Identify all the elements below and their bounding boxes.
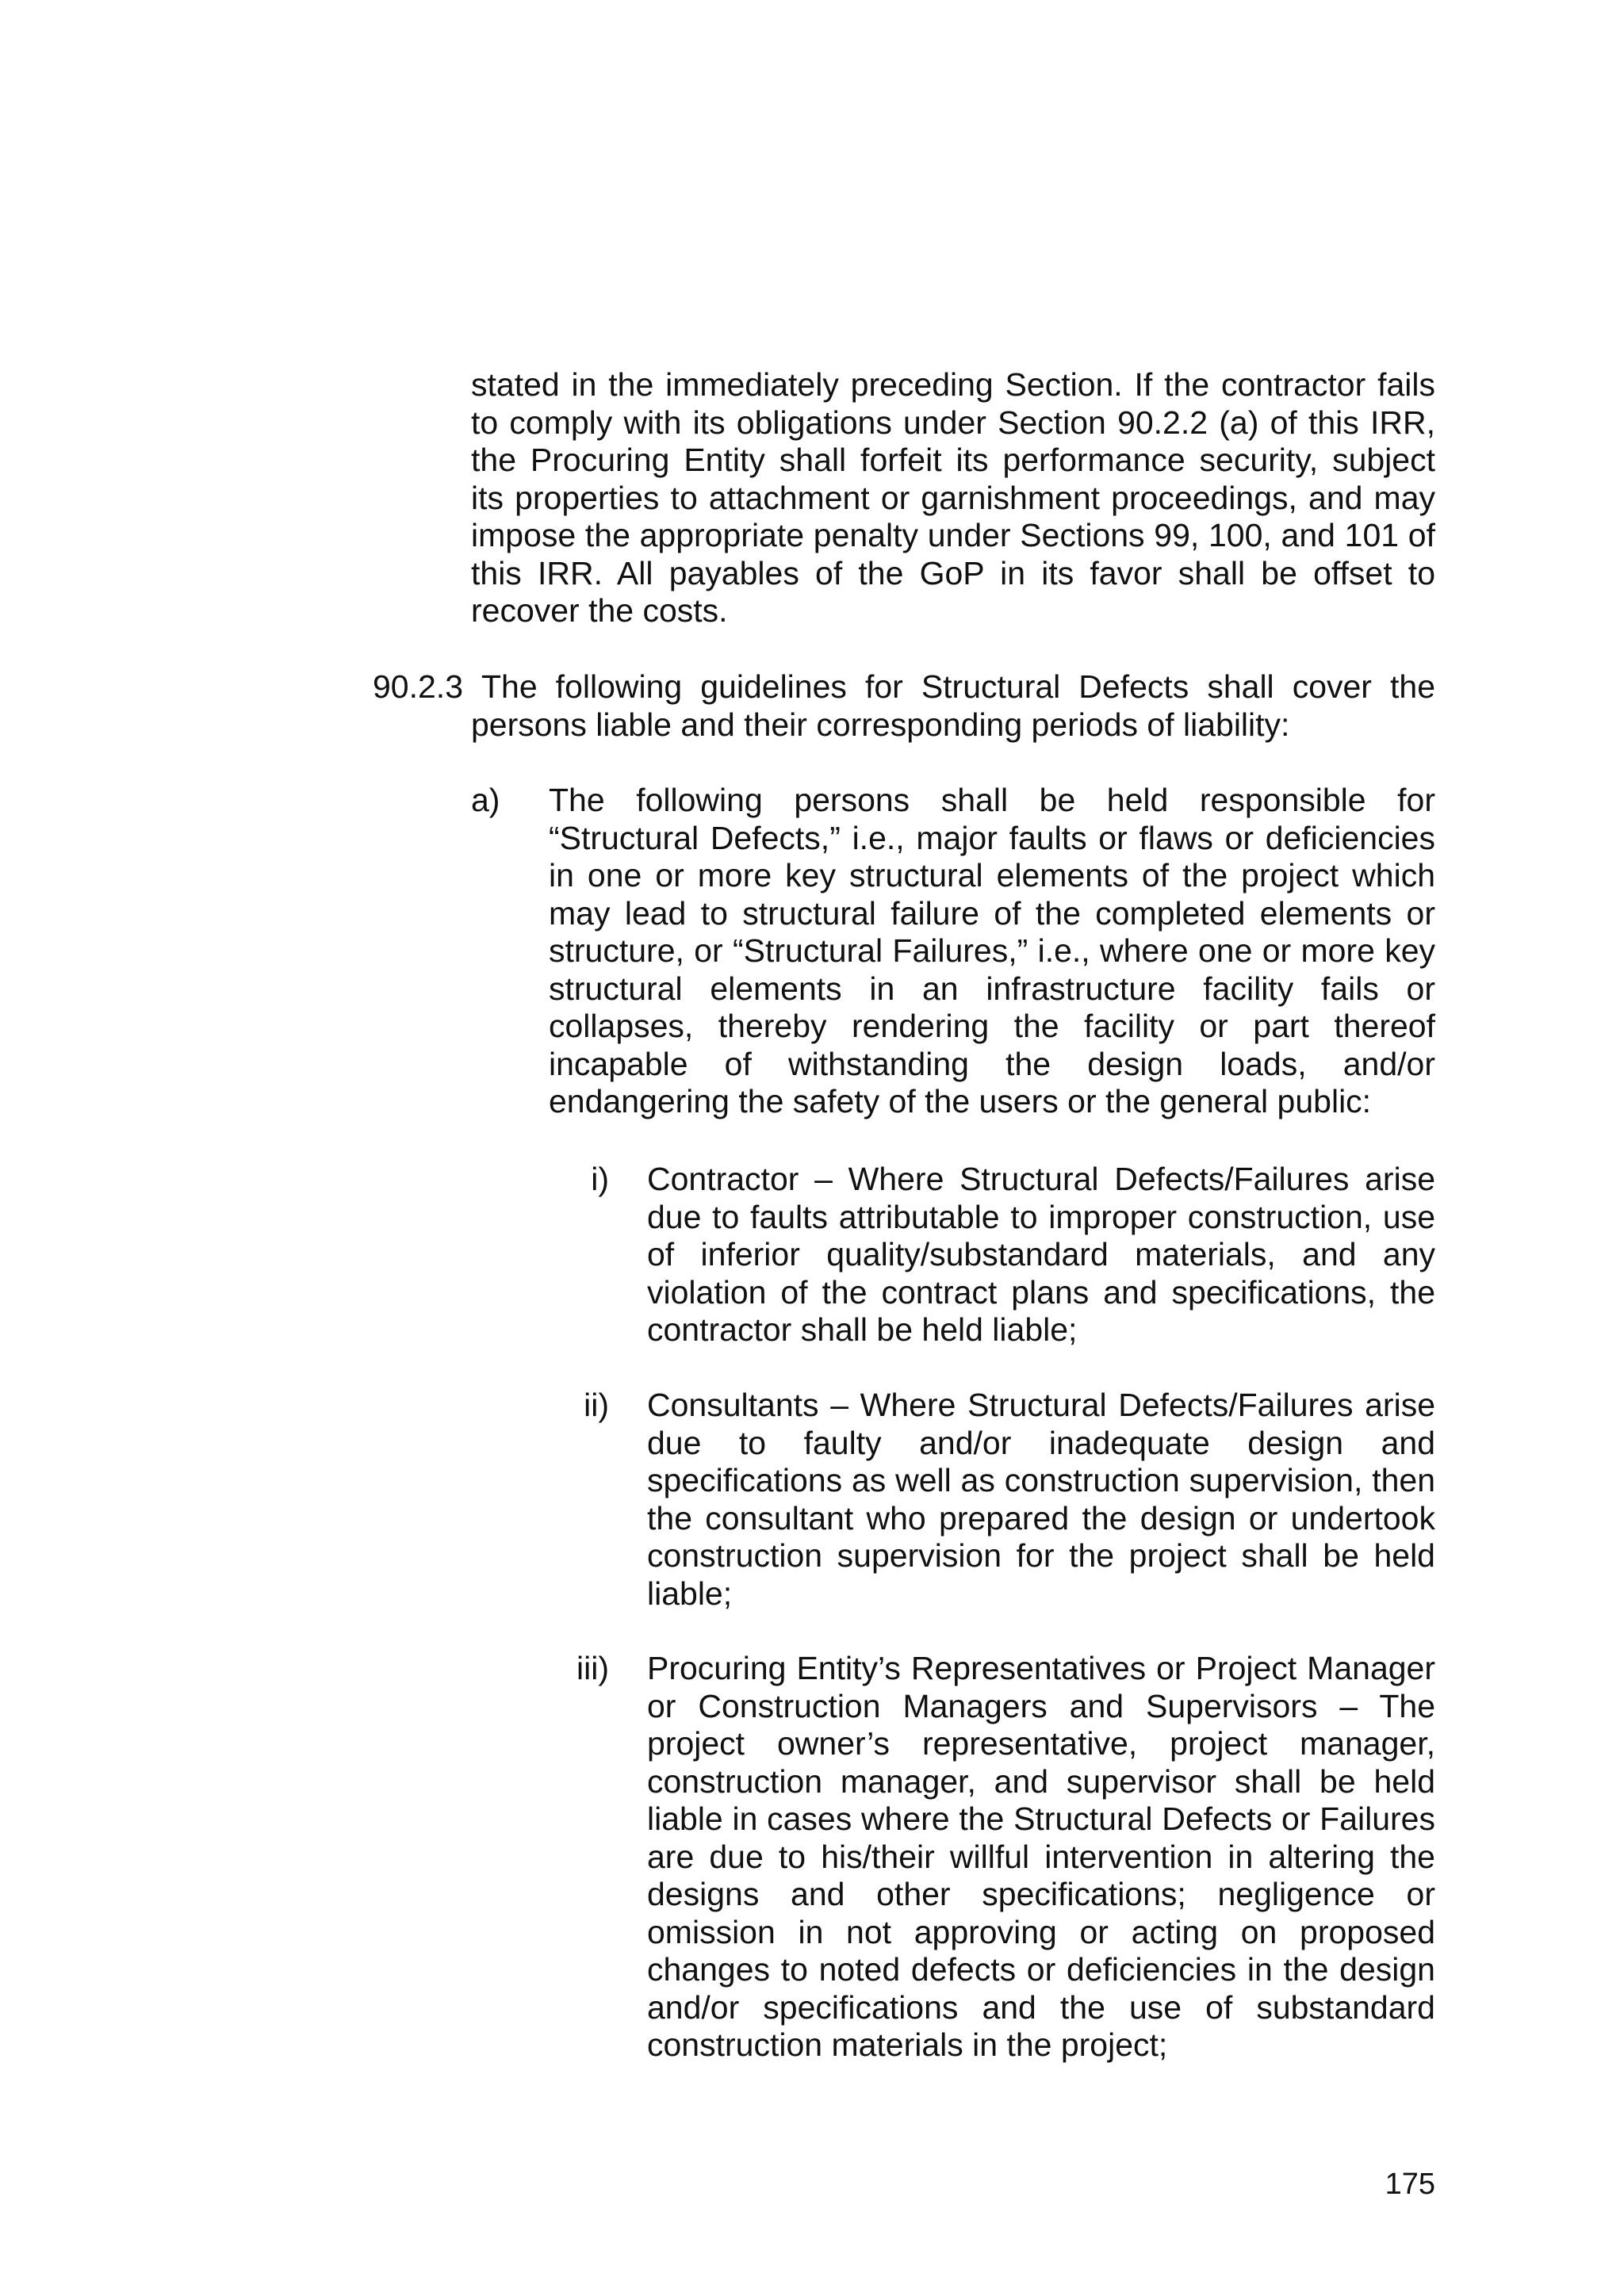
item-a-marker: a) bbox=[471, 782, 500, 818]
subitem-i-marker: i) bbox=[591, 1161, 609, 1197]
page-number: 175 bbox=[1385, 2168, 1435, 2201]
section-intro-paragraph: The following guidelines for Structural Defects shall cover the persons liable and their corresponding periods of liability: bbox=[471, 668, 1435, 743]
item-a-paragraph: The following persons shall be held responsible for “Structural Defects,” i.e., major faults or flaws or deficiencies in one or more key structural elements of the project which may lead to structural failure of the completed elements or structure, or “Structural Failures,” i.e., where one or more key structural elements in an infrastructure facility fails or collapses, thereby rendering the facility or part thereof incapable of withstanding the design loads, and/or endangering the safety of the users or the general public: bbox=[549, 782, 1435, 1119]
section-number: 90.2.3 bbox=[373, 668, 463, 705]
subitem-i-paragraph: Contractor – Where Structural Defects/Failures arise due to faults attributable to improper construction, use of inferior quality/substandard materials, and any violation of the contract plans and specifications, the contractor shall be held liable; bbox=[647, 1161, 1435, 1348]
subitem-iii-paragraph: Procuring Entity’s Representatives or Project Manager or Construction Managers and Supervisors – The project owner’s representative, project manager, construction manager, and supervisor shall be held liable in cases where the Structural Defects or Failures are due to his/their willful intervention in altering the designs and other specifications; negligence or omission in not approving or acting on proposed changes to noted defects or deficiencies in the design and/or specifications and the use of substandard construction materials in the project; bbox=[647, 1650, 1435, 2063]
subitem-ii-marker: ii) bbox=[584, 1387, 609, 1423]
subitem-ii-paragraph: Consultants – Where Structural Defects/Failures arise due to faulty and/or inadequate design and specifications as well as construction supervision, then the consultant who prepared the design or undertook construction supervision for the project shall be held liable; bbox=[647, 1387, 1435, 1612]
continued-paragraph: stated in the immediately preceding Section. If the contractor fails to comply with its obligations under Section 90.2.2 (a) of this IRR, the Procuring Entity shall forfeit its performance security, subject its properties to attachment or garnishment proceedings, and may impose the appropriate penalty under Sections 99, 100, and 101 of this IRR. All payables of the GoP in its favor shall be offset to recover the costs. bbox=[471, 366, 1435, 629]
subitem-iii-marker: iii) bbox=[576, 1650, 609, 1686]
